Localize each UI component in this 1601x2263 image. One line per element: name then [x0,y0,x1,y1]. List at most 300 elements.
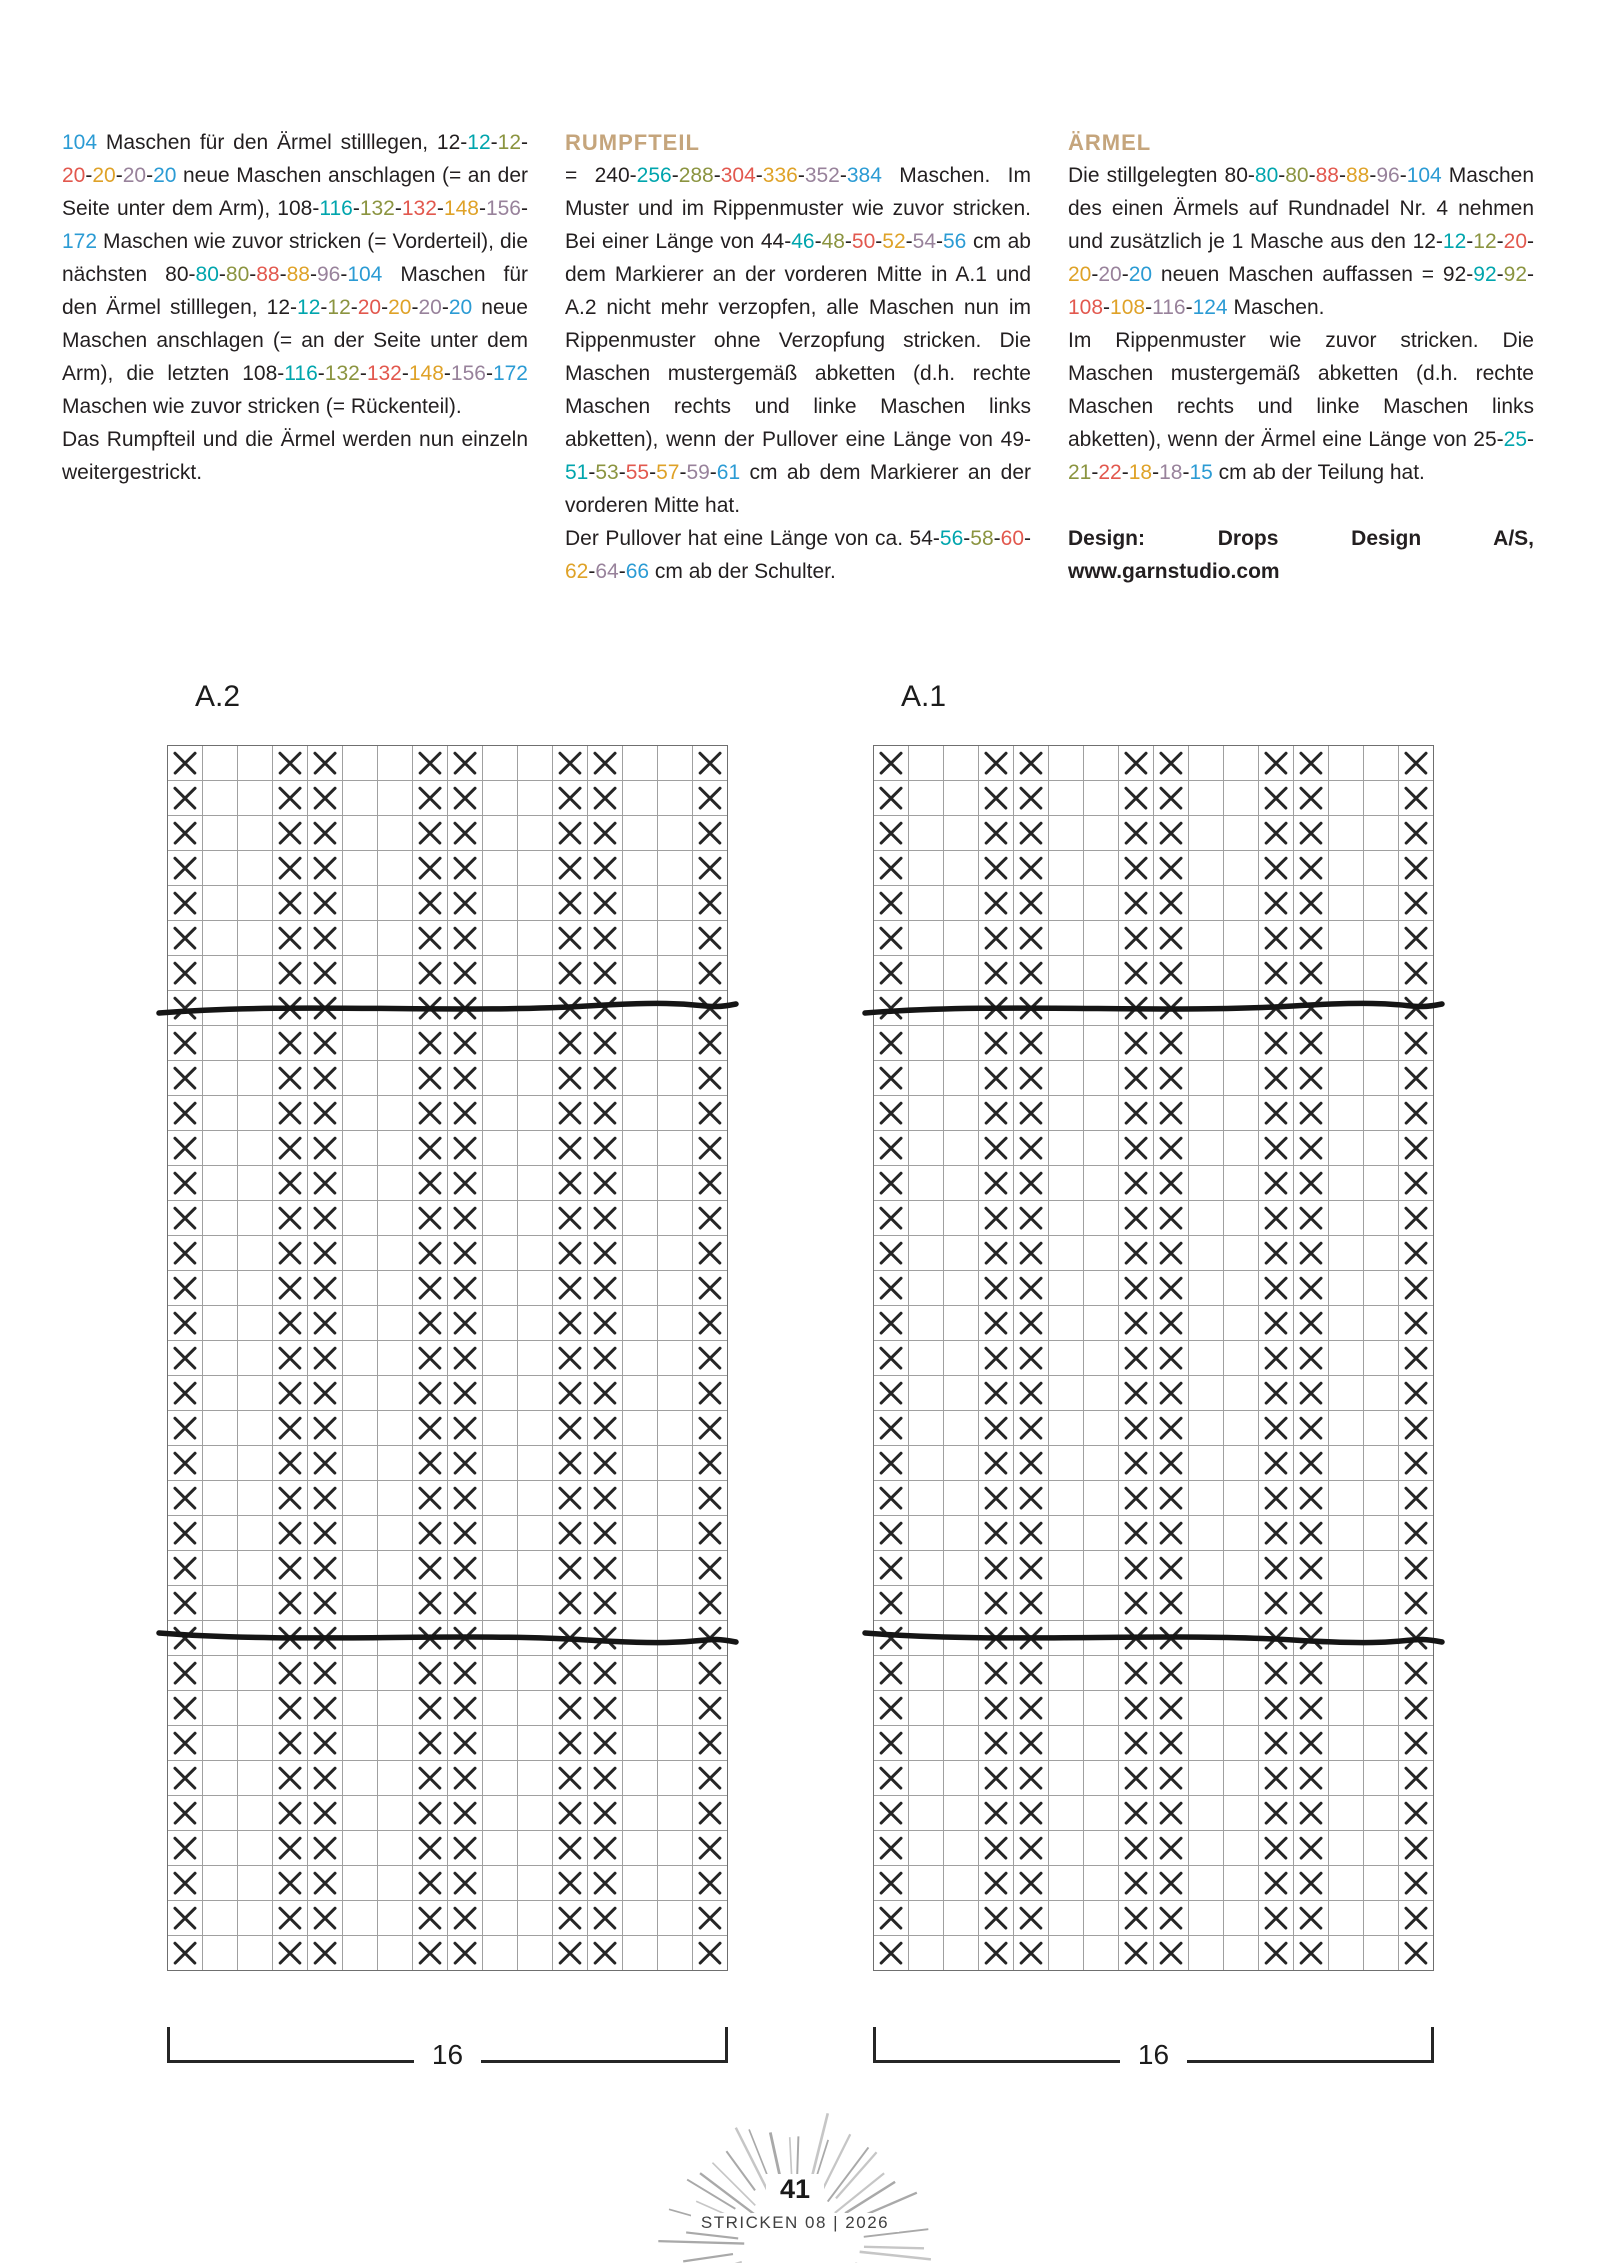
twisted-stitch-cell [979,991,1013,1025]
plain-stitch-cell [944,1096,978,1130]
twisted-stitch-cell [1154,1061,1188,1095]
plain-stitch-cell [238,991,272,1025]
plain-stitch-cell [1189,1761,1223,1795]
twisted-stitch-cell [448,886,482,920]
twisted-stitch-cell [413,1096,447,1130]
twisted-stitch-cell [588,1306,622,1340]
plain-stitch-cell [343,1411,377,1445]
plain-stitch-cell [944,1656,978,1690]
plain-stitch-cell [203,1201,237,1235]
plain-stitch-cell [518,1166,552,1200]
plain-stitch-cell [623,1481,657,1515]
twisted-stitch-cell [1259,1201,1293,1235]
twisted-stitch-cell [693,1551,727,1585]
twisted-stitch-cell [693,1586,727,1620]
plain-stitch-cell [1224,886,1258,920]
plain-stitch-cell [1189,1201,1223,1235]
twisted-stitch-cell [1399,1656,1433,1690]
plain-stitch-cell [1189,1621,1223,1655]
twisted-stitch-cell [1119,991,1153,1025]
plain-stitch-cell [238,1061,272,1095]
twisted-stitch-cell [448,1061,482,1095]
twisted-stitch-cell [693,1306,727,1340]
twisted-stitch-cell [308,1061,342,1095]
plain-stitch-cell [238,781,272,815]
plain-stitch-cell [909,1866,943,1900]
twisted-stitch-cell [1119,921,1153,955]
twisted-stitch-cell [979,1936,1013,1970]
plain-stitch-cell [1049,1166,1083,1200]
plain-stitch-cell [1049,921,1083,955]
twisted-stitch-cell [588,1201,622,1235]
plain-stitch-cell [944,1551,978,1585]
plain-stitch-cell [203,781,237,815]
plain-stitch-cell [1084,1026,1118,1060]
plain-stitch-cell [909,1411,943,1445]
plain-stitch-cell [1329,1096,1363,1130]
plain-stitch-cell [518,1096,552,1130]
twisted-stitch-cell [874,1831,908,1865]
plain-stitch-cell [1364,1656,1398,1690]
plain-stitch-cell [378,1901,412,1935]
twisted-stitch-cell [308,1586,342,1620]
twisted-stitch-cell [588,1866,622,1900]
twisted-stitch-cell [1399,1411,1433,1445]
plain-stitch-cell [1084,1306,1118,1340]
twisted-stitch-cell [1259,1096,1293,1130]
twisted-stitch-cell [413,1621,447,1655]
twisted-stitch-cell [1119,1446,1153,1480]
twisted-stitch-cell [413,1796,447,1830]
plain-stitch-cell [658,1096,692,1130]
twisted-stitch-cell [1399,781,1433,815]
plain-stitch-cell [909,1131,943,1165]
plain-stitch-cell [1084,991,1118,1025]
twisted-stitch-cell [273,1026,307,1060]
twisted-stitch-cell [168,1306,202,1340]
plain-stitch-cell [909,1376,943,1410]
twisted-stitch-cell [588,781,622,815]
column-left [62,126,528,588]
plain-stitch-cell [944,1621,978,1655]
twisted-stitch-cell [874,816,908,850]
twisted-stitch-cell [979,816,1013,850]
plain-stitch-cell [909,1096,943,1130]
plain-stitch-cell [378,816,412,850]
plain-stitch-cell [483,1551,517,1585]
twisted-stitch-cell [874,1236,908,1270]
twisted-stitch-cell [1014,1901,1048,1935]
twisted-stitch-cell [553,781,587,815]
plain-stitch-cell [909,1621,943,1655]
twisted-stitch-cell [1014,1831,1048,1865]
plain-stitch-cell [909,1796,943,1830]
twisted-stitch-cell [693,1271,727,1305]
plain-stitch-cell [1364,991,1398,1025]
plain-stitch-cell [909,1236,943,1270]
twisted-stitch-cell [308,1551,342,1585]
twisted-stitch-cell [979,1481,1013,1515]
twisted-stitch-cell [1014,781,1048,815]
plain-stitch-cell [1049,1551,1083,1585]
twisted-stitch-cell [1259,1411,1293,1445]
twisted-stitch-cell [1399,991,1433,1025]
starburst-ray [864,2247,924,2249]
twisted-stitch-cell [1014,1551,1048,1585]
plain-stitch-cell [1364,1201,1398,1235]
twisted-stitch-cell [1294,1341,1328,1375]
twisted-stitch-cell [273,1376,307,1410]
plain-stitch-cell [343,1376,377,1410]
twisted-stitch-cell [273,1726,307,1760]
twisted-stitch-cell [448,1796,482,1830]
twisted-stitch-cell [308,1936,342,1970]
plain-stitch-cell [623,1341,657,1375]
plain-stitch-cell [1329,1271,1363,1305]
plain-stitch-cell [1364,1236,1398,1270]
twisted-stitch-cell [1154,1341,1188,1375]
plain-stitch-cell [1364,1096,1398,1130]
plain-stitch-cell [238,1411,272,1445]
plain-stitch-cell [1049,1096,1083,1130]
twisted-stitch-cell [1014,1236,1048,1270]
twisted-stitch-cell [693,1201,727,1235]
plain-stitch-cell [1224,1026,1258,1060]
plain-stitch-cell [623,1621,657,1655]
twisted-stitch-cell [1154,1026,1188,1060]
twisted-stitch-cell [273,1306,307,1340]
twisted-stitch-cell [979,781,1013,815]
plain-stitch-cell [483,1061,517,1095]
twisted-stitch-cell [448,1271,482,1305]
twisted-stitch-cell [1014,921,1048,955]
plain-stitch-cell [518,1306,552,1340]
twisted-stitch-cell [1294,1306,1328,1340]
twisted-stitch-cell [1154,1621,1188,1655]
twisted-stitch-cell [588,1341,622,1375]
plain-stitch-cell [238,886,272,920]
twisted-stitch-cell [1259,816,1293,850]
instructions-section [62,126,1534,588]
twisted-stitch-cell [1259,851,1293,885]
plain-stitch-cell [1364,1691,1398,1725]
twisted-stitch-cell [413,1236,447,1270]
twisted-stitch-cell [448,1831,482,1865]
plain-stitch-cell [944,1026,978,1060]
plain-stitch-cell [238,1831,272,1865]
twisted-stitch-cell [273,1936,307,1970]
plain-stitch-cell [483,1481,517,1515]
plain-stitch-cell [483,1236,517,1270]
plain-stitch-cell [378,1796,412,1830]
plain-stitch-cell [378,1866,412,1900]
plain-stitch-cell [203,1376,237,1410]
twisted-stitch-cell [1119,1306,1153,1340]
plain-stitch-cell [658,1061,692,1095]
plain-stitch-cell [483,921,517,955]
twisted-stitch-cell [1119,1726,1153,1760]
plain-stitch-cell [1189,1026,1223,1060]
twisted-stitch-cell [1294,1866,1328,1900]
plain-stitch-cell [343,956,377,990]
plain-stitch-cell [343,1201,377,1235]
twisted-stitch-cell [1259,746,1293,780]
plain-stitch-cell [1049,1131,1083,1165]
twisted-stitch-cell [1294,1551,1328,1585]
plain-stitch-cell [658,956,692,990]
plain-stitch-cell [1084,1726,1118,1760]
plain-stitch-cell [1084,921,1118,955]
plain-stitch-cell [343,1586,377,1620]
plain-stitch-cell [1329,1761,1363,1795]
plain-stitch-cell [378,1691,412,1725]
plain-stitch-cell [1189,1341,1223,1375]
plain-stitch-cell [909,1901,943,1935]
twisted-stitch-cell [874,1516,908,1550]
twisted-stitch-cell [979,1271,1013,1305]
plain-stitch-cell [1084,1411,1118,1445]
plain-stitch-cell [1189,921,1223,955]
twisted-stitch-cell [1294,1236,1328,1270]
plain-stitch-cell [1329,1306,1363,1340]
plain-stitch-cell [944,1201,978,1235]
plain-stitch-cell [1084,1551,1118,1585]
twisted-stitch-cell [1014,1026,1048,1060]
twisted-stitch-cell [979,1201,1013,1235]
twisted-stitch-cell [273,1411,307,1445]
twisted-stitch-cell [1294,1516,1328,1550]
knitting-chart-a2 [167,680,728,2070]
twisted-stitch-cell [273,1831,307,1865]
plain-stitch-cell [623,1271,657,1305]
plain-stitch-cell [623,1306,657,1340]
plain-stitch-cell [1084,1586,1118,1620]
twisted-stitch-cell [1399,1796,1433,1830]
twisted-stitch-cell [1119,1761,1153,1795]
twisted-stitch-cell [1154,781,1188,815]
twisted-stitch-cell [413,1551,447,1585]
twisted-stitch-cell [979,1901,1013,1935]
plain-stitch-cell [1329,851,1363,885]
plain-stitch-cell [1224,921,1258,955]
plain-stitch-cell [1329,1691,1363,1725]
plain-stitch-cell [1364,746,1398,780]
twisted-stitch-cell [413,1201,447,1235]
twisted-stitch-cell [168,1866,202,1900]
plain-stitch-cell [1189,1376,1223,1410]
twisted-stitch-cell [168,1271,202,1305]
twisted-stitch-cell [308,956,342,990]
twisted-stitch-cell [1259,1901,1293,1935]
twisted-stitch-cell [1294,1201,1328,1235]
twisted-stitch-cell [1294,1796,1328,1830]
twisted-stitch-cell [1259,1446,1293,1480]
twisted-stitch-cell [273,781,307,815]
twisted-stitch-cell [1259,1481,1293,1515]
twisted-stitch-cell [168,1901,202,1935]
plain-stitch-cell [343,816,377,850]
plain-stitch-cell [238,1236,272,1270]
plain-stitch-cell [658,1866,692,1900]
twisted-stitch-cell [979,1551,1013,1585]
twisted-stitch-cell [448,1726,482,1760]
plain-stitch-cell [1084,1761,1118,1795]
twisted-stitch-cell [1259,991,1293,1025]
plain-stitch-cell [1084,781,1118,815]
plain-stitch-cell [1364,1166,1398,1200]
plain-stitch-cell [343,991,377,1025]
plain-stitch-cell [1329,746,1363,780]
twisted-stitch-cell [448,1096,482,1130]
chart-grid [873,745,1434,1971]
plain-stitch-cell [909,1936,943,1970]
twisted-stitch-cell [693,1131,727,1165]
twisted-stitch-cell [979,1796,1013,1830]
plain-stitch-cell [1224,1411,1258,1445]
twisted-stitch-cell [1154,956,1188,990]
plain-stitch-cell [1329,886,1363,920]
twisted-stitch-cell [1259,1586,1293,1620]
plain-stitch-cell [1364,1481,1398,1515]
twisted-stitch-cell [1399,1341,1433,1375]
twisted-stitch-cell [413,1131,447,1165]
plain-stitch-cell [1329,1901,1363,1935]
twisted-stitch-cell [1399,1096,1433,1130]
plain-stitch-cell [518,1656,552,1690]
twisted-stitch-cell [273,1201,307,1235]
plain-stitch-cell [483,1376,517,1410]
plain-stitch-cell [658,1901,692,1935]
plain-stitch-cell [1049,1831,1083,1865]
plain-stitch-cell [1364,781,1398,815]
plain-stitch-cell [238,1341,272,1375]
starburst-ray [658,2241,744,2243]
plain-stitch-cell [944,1166,978,1200]
plain-stitch-cell [518,886,552,920]
twisted-stitch-cell [448,956,482,990]
twisted-stitch-cell [1399,1376,1433,1410]
plain-stitch-cell [1364,1726,1398,1760]
twisted-stitch-cell [413,991,447,1025]
plain-stitch-cell [1189,1796,1223,1830]
twisted-stitch-cell [693,1481,727,1515]
twisted-stitch-cell [413,1061,447,1095]
twisted-stitch-cell [588,1691,622,1725]
twisted-stitch-cell [588,1551,622,1585]
plain-stitch-cell [909,1306,943,1340]
plain-stitch-cell [1329,1726,1363,1760]
plain-stitch-cell [483,816,517,850]
plain-stitch-cell [1364,1551,1398,1585]
plain-stitch-cell [518,1131,552,1165]
rumpfteil-length-note: Der Pullover hat eine Länge von ca. 54-56-58-60-62-64-66 cm ab der Schulter. [565,527,1031,583]
plain-stitch-cell [1224,1761,1258,1795]
plain-stitch-cell [378,1341,412,1375]
plain-stitch-cell [343,1166,377,1200]
plain-stitch-cell [1049,886,1083,920]
twisted-stitch-cell [553,1131,587,1165]
plain-stitch-cell [623,1516,657,1550]
twisted-stitch-cell [1154,991,1188,1025]
twisted-stitch-cell [273,1131,307,1165]
twisted-stitch-cell [1399,1586,1433,1620]
plain-stitch-cell [1329,1516,1363,1550]
twisted-stitch-cell [1014,956,1048,990]
twisted-stitch-cell [979,1446,1013,1480]
plain-stitch-cell [238,1551,272,1585]
plain-stitch-cell [658,1026,692,1060]
twisted-stitch-cell [273,1446,307,1480]
plain-stitch-cell [1364,956,1398,990]
plain-stitch-cell [518,1411,552,1445]
twisted-stitch-cell [168,1026,202,1060]
plain-stitch-cell [1189,886,1223,920]
plain-stitch-cell [1049,1901,1083,1935]
plain-stitch-cell [343,1341,377,1375]
plain-stitch-cell [909,1061,943,1095]
twisted-stitch-cell [413,1271,447,1305]
twisted-stitch-cell [1154,921,1188,955]
twisted-stitch-cell [588,1901,622,1935]
plain-stitch-cell [1364,1306,1398,1340]
plain-stitch-cell [1224,1271,1258,1305]
plain-stitch-cell [658,1516,692,1550]
twisted-stitch-cell [308,1481,342,1515]
plain-stitch-cell [1189,816,1223,850]
twisted-stitch-cell [1259,1166,1293,1200]
twisted-stitch-cell [413,1656,447,1690]
plain-stitch-cell [238,1586,272,1620]
plain-stitch-cell [623,1586,657,1620]
twisted-stitch-cell [693,1831,727,1865]
plain-stitch-cell [623,1026,657,1060]
twisted-stitch-cell [588,1761,622,1795]
twisted-stitch-cell [693,921,727,955]
twisted-stitch-cell [1014,1446,1048,1480]
twisted-stitch-cell [1119,781,1153,815]
plain-stitch-cell [658,1306,692,1340]
twisted-stitch-cell [1399,921,1433,955]
plain-stitch-cell [1224,1341,1258,1375]
twisted-stitch-cell [448,1586,482,1620]
plain-stitch-cell [203,1691,237,1725]
plain-stitch-cell [518,1271,552,1305]
twisted-stitch-cell [553,1691,587,1725]
plain-stitch-cell [203,1411,237,1445]
twisted-stitch-cell [273,1061,307,1095]
twisted-stitch-cell [308,1656,342,1690]
plain-stitch-cell [1364,816,1398,850]
twisted-stitch-cell [553,1866,587,1900]
twisted-stitch-cell [413,1586,447,1620]
plain-stitch-cell [1084,1271,1118,1305]
plain-stitch-cell [1084,1376,1118,1410]
plain-stitch-cell [1049,1586,1083,1620]
twisted-stitch-cell [979,1376,1013,1410]
twisted-stitch-cell [308,1341,342,1375]
twisted-stitch-cell [1119,1866,1153,1900]
plain-stitch-cell [238,1376,272,1410]
plain-stitch-cell [203,1656,237,1690]
starburst-ray [860,2252,931,2260]
plain-stitch-cell [1224,1201,1258,1235]
twisted-stitch-cell [168,1516,202,1550]
twisted-stitch-cell [1259,1306,1293,1340]
twisted-stitch-cell [1014,1131,1048,1165]
twisted-stitch-cell [874,781,908,815]
twisted-stitch-cell [979,1341,1013,1375]
plain-stitch-cell [343,1061,377,1095]
